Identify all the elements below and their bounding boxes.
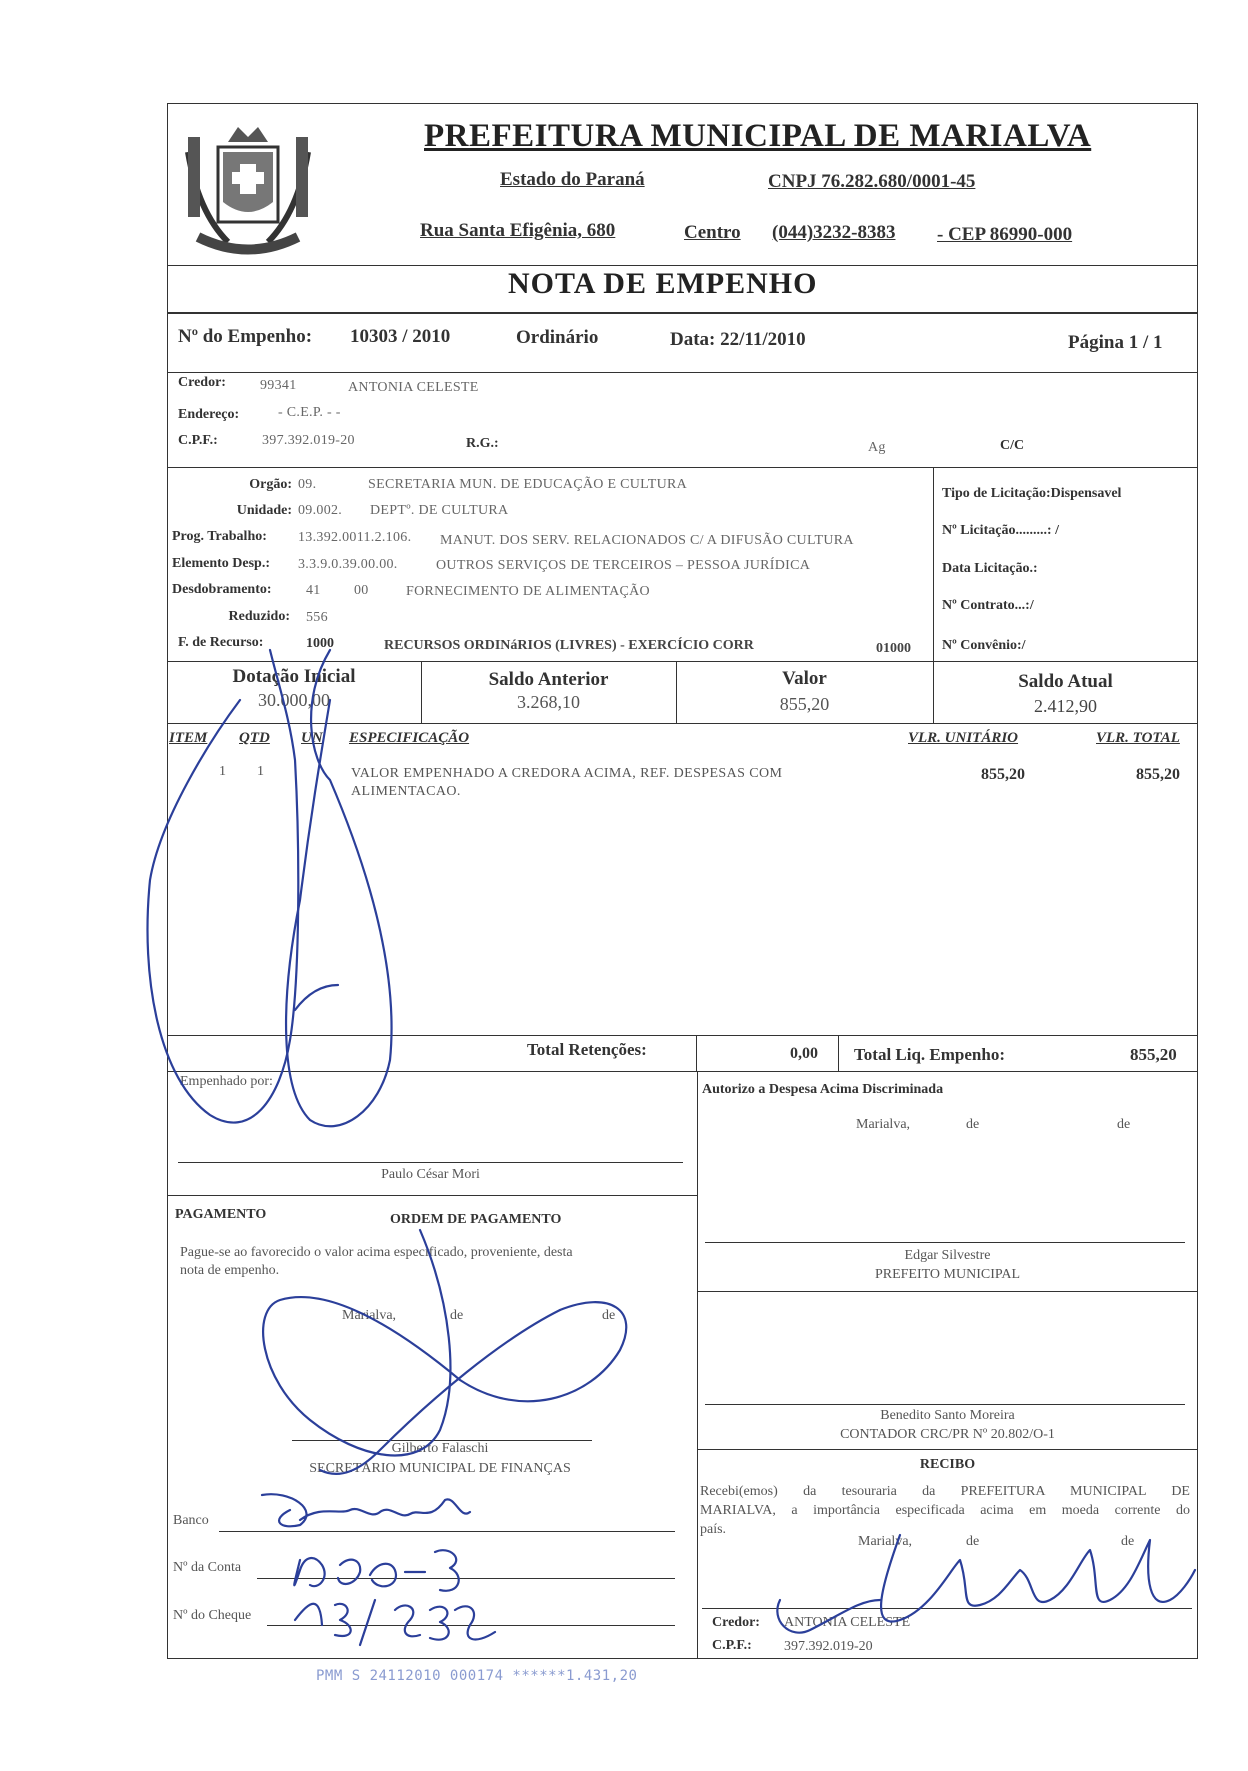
row-qtd: 1 [257,764,264,779]
row-unit: 855,20 [981,766,1025,783]
liquido-value: 855,20 [1130,1045,1177,1064]
cc-label: C/C [1000,438,1025,453]
empenho-number: 10303 / 2010 [350,326,451,347]
unidade-label: Unidade: [236,503,292,518]
unidade-code: 09.002. [298,503,343,518]
prefeito-title: PREFEITO MUNICIPAL [874,1267,1021,1282]
autorizo-de1: de [966,1117,980,1132]
secretario-title: SECRETÁRIO MUNICIPAL DE FINANÇAS [309,1461,571,1476]
recurso-label: F. de Recurso: [178,635,264,650]
desdobramento-code: 41 [306,583,321,598]
pagamento-text-line2: nota de empenho. [180,1263,280,1278]
col-qtd: QTD [239,730,270,746]
saldo-anterior-label: Saldo Anterior [488,669,609,690]
empenhado-label: Empenhado por: [180,1074,273,1089]
col-total: VLR. TOTAL [1096,730,1180,746]
contrato-label: Nº Contrato...:/ [942,598,1034,613]
state-label: Estado do Paraná [500,169,645,190]
reduzido-value: 556 [306,610,328,625]
desdobramento-name: FORNECIMENTO DE ALIMENTAÇÃO [406,584,650,599]
row-item: 1 [219,764,226,779]
recibo-credor-label: Credor: [712,1615,760,1630]
convenio-label: Nº Convênio:/ [942,638,1026,653]
district-label: Centro [684,222,741,243]
doc-title: NOTA DE EMPENHO [508,267,818,300]
prog-name: MANUT. DOS SERV. RELACIONADOS C/ A DIFUSÃO CULTURA [440,533,854,548]
cpf-label: C.P.F.: [178,433,218,448]
empenho-type: Ordinário [516,327,599,348]
recibo-title: RECIBO [919,1457,976,1472]
dotacao-value: 30.000,00 [258,690,330,710]
empenho-date: Data: 22/11/2010 [670,329,806,350]
valor-value: 855,20 [779,694,830,714]
elemento-name: OUTROS SERVIÇOS DE TERCEIROS – PESSOA JURÍDICA [436,558,811,573]
dotacao-label: Dotação Inicial [232,666,356,687]
elemento-label: Elemento Desp.: [172,556,270,571]
credor-code: 99341 [260,378,297,393]
reduzido-label: Reduzido: [228,609,290,624]
cheque-label: Nº do Cheque [173,1608,252,1623]
autorizo-place: Marialva, [856,1117,911,1132]
recibo-place: Marialva, [858,1534,913,1549]
credor-label: Credor: [178,375,226,390]
prog-label: Prog. Trabalho: [172,529,267,544]
desdobramento-sub: 00 [354,583,369,598]
credor-name: ANTONIA CELESTE [348,380,479,395]
items-header [167,730,1198,752]
phone-label: (044)3232-8383 [772,222,896,243]
page-number: Página 1 / 1 [1068,332,1163,353]
col-item: ITEM [169,730,208,746]
elemento-code: 3.3.9.0.39.00.00. [298,557,398,572]
recurso-name: RECURSOS ORDINáRIOS (LIVRES) - EXERCÍCIO CORR [384,638,754,653]
retencoes-label: Total Retenções: [527,1040,647,1059]
conta-label: Nº da Conta [173,1560,242,1575]
licitacao-data: Data Licitação.: [942,561,1038,576]
empenhado-name: Paulo César Mori [381,1167,480,1182]
recurso-code: 1000 [306,636,334,651]
retencoes-value: 0,00 [790,1045,818,1062]
autorizo-label: Autorizo a Despesa Acima Discriminada [702,1082,944,1097]
recibo-cpf-label: C.P.F.: [712,1638,752,1653]
valor-label: Valor [782,668,827,689]
pagamento-text-line1: Pague-se ao favorecido o valor acima especificado, proveniente, desta [180,1245,573,1260]
secretario-name: Gilberto Falaschi [391,1441,489,1456]
address-label: Rua Santa Efigênia, 680 [420,220,616,241]
row-espec-line1: VALOR EMPENHADO A CREDORA ACIMA, REF. DESPESAS COM [351,766,783,781]
ordem-pagamento-label: ORDEM DE PAGAMENTO [390,1212,562,1227]
pagamento-de1: de [450,1308,464,1323]
recibo-de2: de [1121,1534,1135,1549]
endereco-value: - C.E.P. - - [278,405,341,420]
row-espec-line2: ALIMENTACAO. [351,784,461,799]
recibo-cpf-value: 397.392.019-20 [784,1639,873,1654]
empenho-label: Nº do Empenho: [178,326,313,347]
prefeito-name: Edgar Silvestre [904,1248,991,1263]
unidade-name: DEPTº. DE CULTURA [370,503,509,518]
pagamento-label: PAGAMENTO [175,1207,267,1222]
contador-name: Benedito Santo Moreira [880,1408,1015,1423]
recibo-credor-name: ANTONIA CELESTE [784,1615,911,1630]
page-title: PREFEITURA MUNICIPAL DE MARIALVA [424,118,1092,154]
machine-stamp: PMM S 24112010 000174 ******1.431,20 [316,1668,638,1684]
cep-label: - CEP 86990-000 [937,224,1073,245]
endereco-label: Endereço: [178,407,240,422]
col-espec: ESPECIFICAÇÃO [349,730,470,746]
row-total: 855,20 [1136,766,1180,783]
banco-label: Banco [173,1513,209,1528]
orgao-label: Orgão: [249,477,292,492]
recibo-text-line1: Recebi(emos) da tesouraria da PREFEITURA MUNICIPAL DE [700,1484,1190,1499]
prog-code: 13.392.0011.2.106. [298,530,412,545]
licitacao-tipo: Tipo de Licitação:Dispensavel [942,486,1122,501]
cpf-value: 397.392.019-20 [262,433,355,448]
recibo-text-line3: país. [700,1522,727,1537]
saldo-atual-label: Saldo Atual [1018,671,1113,692]
recibo-de1: de [966,1534,980,1549]
saldo-atual-value: 2.412,90 [1034,696,1097,716]
orgao-name: SECRETARIA MUN. DE EDUCAÇÃO E CULTURA [368,477,688,492]
recurso-num: 01000 [876,641,911,656]
coat-of-arms-logo [178,112,318,262]
pagamento-de2: de [602,1308,616,1323]
table-row [167,764,1198,804]
orgao-code: 09. [298,477,317,492]
liquido-label: Total Liq. Empenho: [854,1045,1005,1064]
col-un: UN [301,730,323,746]
ag-label: Ag [868,440,886,455]
licitacao-numero: Nº Licitação.........: / [942,523,1059,538]
col-unit: VLR. UNITÁRIO [908,730,1019,746]
cnpj-label: CNPJ 76.282.680/0001-45 [768,171,976,192]
desdobramento-label: Desdobramento: [172,582,272,597]
rg-label: R.G.: [466,436,499,451]
recibo-text-line2: MARIALVA, a importância especificada acima em moeda corrente do [700,1503,1190,1518]
pagamento-place: Marialva, [342,1308,397,1323]
contador-title: CONTADOR CRC/PR Nº 20.802/O-1 [840,1427,1055,1442]
autorizo-de2: de [1117,1117,1131,1132]
saldo-anterior-value: 3.268,10 [517,692,580,712]
